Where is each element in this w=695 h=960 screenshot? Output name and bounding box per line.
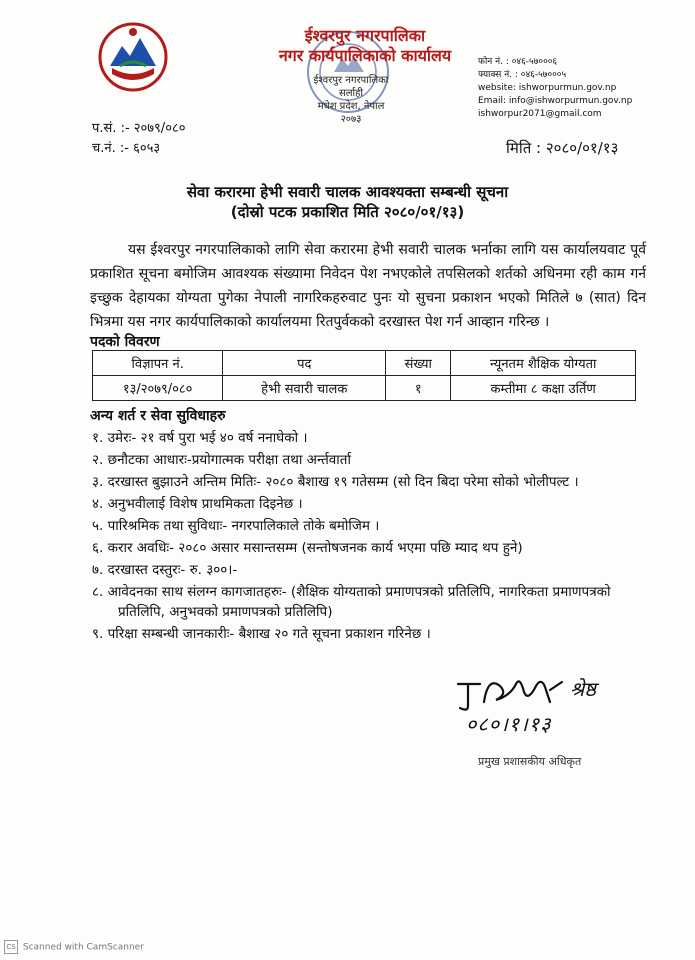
scanner-text: Scanned with CamScanner: [22, 942, 144, 953]
post-details-table: [92, 350, 636, 401]
header-count: संख्या: [386, 351, 451, 376]
scanner-watermark: [4, 940, 144, 954]
list-item: ५. पारिश्रमिक तथा सुविधाः- नगरपालिकाले तोके बमोजिम ।: [92, 518, 380, 534]
email-link[interactable]: Email: info@ishworpurmun.gov.np: [478, 96, 633, 106]
list-item: १. उमेरः- २१ वर्ष पुरा भई ४० वर्ष ननाघेको ।: [92, 430, 308, 446]
cell-ad-number: १३/२०७९/०८०: [93, 376, 223, 401]
header-qualification: न्यूनतम शैक्षिक योग्यता: [451, 351, 636, 376]
signature-date: ०८०।१।१३: [466, 712, 552, 736]
table-header-row: [93, 351, 636, 376]
list-item: ६. करार अवधिः- २०८० असार मसान्तसम्म (सन्तोषजनक कार्य भएमा पछि म्याद थप हुने): [92, 540, 523, 556]
notice-subtitle: (दोस्रो पटक प्रकाशित मिति २०८०/०१/१३): [230, 203, 465, 221]
seal-text: ईश्वरपुर नगरपालिका सर्लाही मधेश प्रदेश, नेपाल २०७३: [313, 75, 389, 125]
notice-body: यस ईश्वरपुर नगरपालिकाको लागि सेवा करारमा हेभी सवारी चालक भर्नाका लागि यस कार्यालयवाट पूर्व प्रकाशित सूचना बमोजिम आवश्यक संख्यामा निवेदन पेश नभएकोले तपसिलको शर्तको अधिनमा रही काम गर्न इच्छुक देहायका योग्यता पुगेका नेपाली नागरिकहरुवाट पुनः यो सुचना प्रकाशन भएको मितिले ७ (सात) दिन भित्रमा यस नगर कार्यपालिकाको कार्यालयमा रितपुर्वकको दरखास्त पेश गर्न आव्हान गरिन्छ ।: [90, 242, 646, 330]
email-link-2[interactable]: ishworpur2071@gmail.com: [478, 109, 602, 119]
dispatch-number: च.नं. :- ६०५३: [92, 141, 161, 156]
org-name: ईश्वरपुर नगरपालिका: [304, 26, 426, 45]
notice-title: सेवा करारमा हेभी सवारी चालक आवश्यक्ता सम्बन्धी सूचना: [186, 183, 509, 201]
conditions-list: [92, 428, 652, 646]
letter-number: प.सं. :- २०७९/०८०: [92, 121, 186, 136]
table-caption: पदको विवरण: [90, 334, 160, 350]
list-item: २. छनौटका आधारः-प्रयोगात्मक परीक्षा तथा अर्न्तवार्ता: [92, 452, 351, 468]
cell-qualification: कम्तीमा ८ कक्षा उर्तिण: [451, 376, 636, 401]
letterhead: [250, 26, 480, 66]
conditions-title: अन्य शर्त र सेवा सुविधाहरु: [90, 408, 226, 424]
camscanner-icon: CS: [4, 940, 18, 954]
list-item: ७. दरखास्त दस्तुरः- रु. ३००।-: [92, 562, 238, 578]
nepal-emblem-icon: [98, 22, 168, 92]
contact-block: [478, 56, 632, 121]
list-item: ३. दरखास्त बुझाउने अन्तिम मितिः- २०८० बैशाख १९ गतेसम्म (सो दिन बिदा परेमा सोको भोलीपल्ट ।: [92, 474, 579, 490]
list-item: ४. अनुभवीलाई विशेष प्राथमिकता दिइनेछ ।: [92, 496, 303, 512]
list-item: ९. परिक्षा सम्बन्धी जानकारीः- बैशाख २० गते सूचना प्रकाशन गरिनेछ ।: [92, 626, 431, 642]
signatory-designation: प्रमुख प्रशासकीय अधिकृत: [478, 755, 582, 768]
signature-name: श्रेष्ठ: [570, 677, 596, 701]
header-post: पद: [223, 351, 386, 376]
header-ad-number: विज्ञापन नं.: [93, 351, 223, 376]
phone-number: फोन नं. : ०४६-५७०००६: [478, 57, 558, 67]
cell-post: हेभी सवारी चालक: [223, 376, 386, 401]
notice-date: मिति : २०८०/०१/१३: [506, 139, 619, 157]
cell-count: १: [386, 376, 451, 401]
list-item: ८. आवेदनका साथ संलग्न कागजातहरुः- (शैक्षिक योग्यताको प्रमाणपत्रको प्रतिलिपि, नागरिकता प्रमाणपत्रको प्रतिलिपि, अनुभवको प्रमाणपत्रको प्रतिलिपि): [92, 584, 611, 620]
office-name: नगर कार्यपालिकाको कार्यालय: [278, 46, 452, 65]
table-row: [93, 376, 636, 401]
website-link[interactable]: website: ishworpurmun.gov.np: [478, 83, 617, 93]
fax-number: फ्याक्स नं. : ०४६-५७०००५: [478, 70, 567, 80]
